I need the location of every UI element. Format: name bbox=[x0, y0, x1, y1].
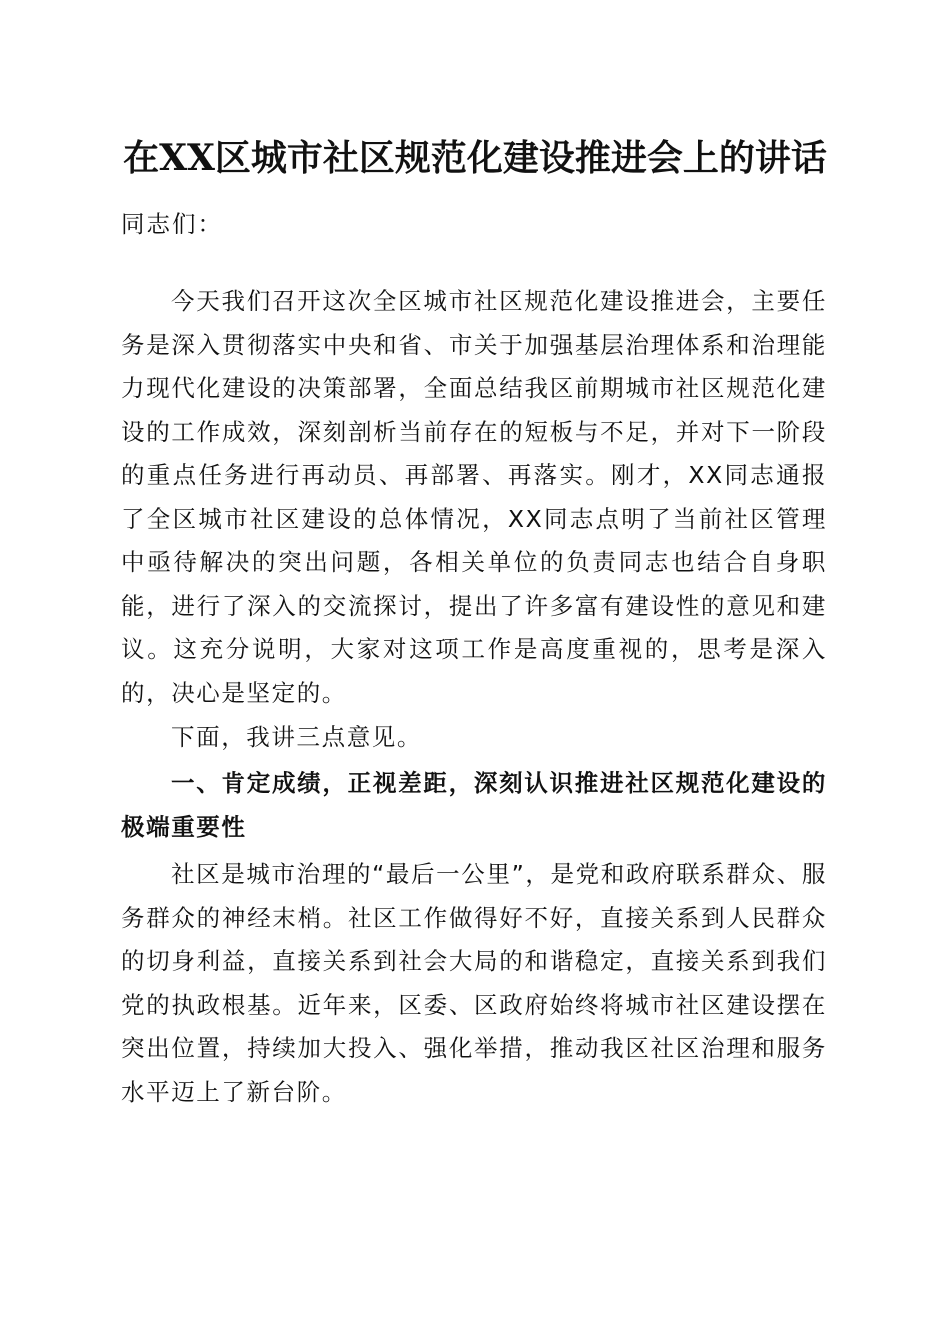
salutation: 同志们： bbox=[121, 210, 223, 238]
section-paragraph: 社区是城市治理的“最后一公里”，是党和政府联系群众、服务群众的神经末梢。社区工作做得好不好，直接关系到人民群众的切身利益，直接关系到社会大局的和谐稳定，直接关系到我们党的执政根基。近年来，区委、区政府始终将城市社区建设摆在突出位置，持续加大投入、强化举措，推动我区社区治理和服务水平迈上了新台阶。 bbox=[121, 860, 827, 1106]
opening-paragraph: 今天我们召开这次全区城市社区规范化建设推进会，主要任务是深入贯彻落实中央和省、市关于加强基层治理体系和治理能力现代化建设的决策部署，全面总结我区前期城市社区规范化建设的工作成效，深刻剖析当前存在的短板与不足，并对下一阶段的重点任务进行再动员、再部署、再落实。刚才，XX同志通报了全区城市社区建设的总体情况，XX同志点明了当前社区管理中亟待解决的突出问题，各相关单位的负责同志也结合自身职能，进行了深入的交流探讨，提出了许多富有建设性的意见和建议。这充分说明，大家对这项工作是高度重视的，思考是深入的，决心是坚定的。 bbox=[121, 287, 827, 707]
section-heading: 一、肯定成绩，正视差距，深刻认识推进社区规范化建设的极端重要性 bbox=[121, 769, 827, 841]
transition-paragraph: 下面，我讲三点意见。 bbox=[171, 723, 422, 751]
document-title: 在XX区城市社区规范化建设推进会上的讲话 bbox=[123, 137, 827, 179]
